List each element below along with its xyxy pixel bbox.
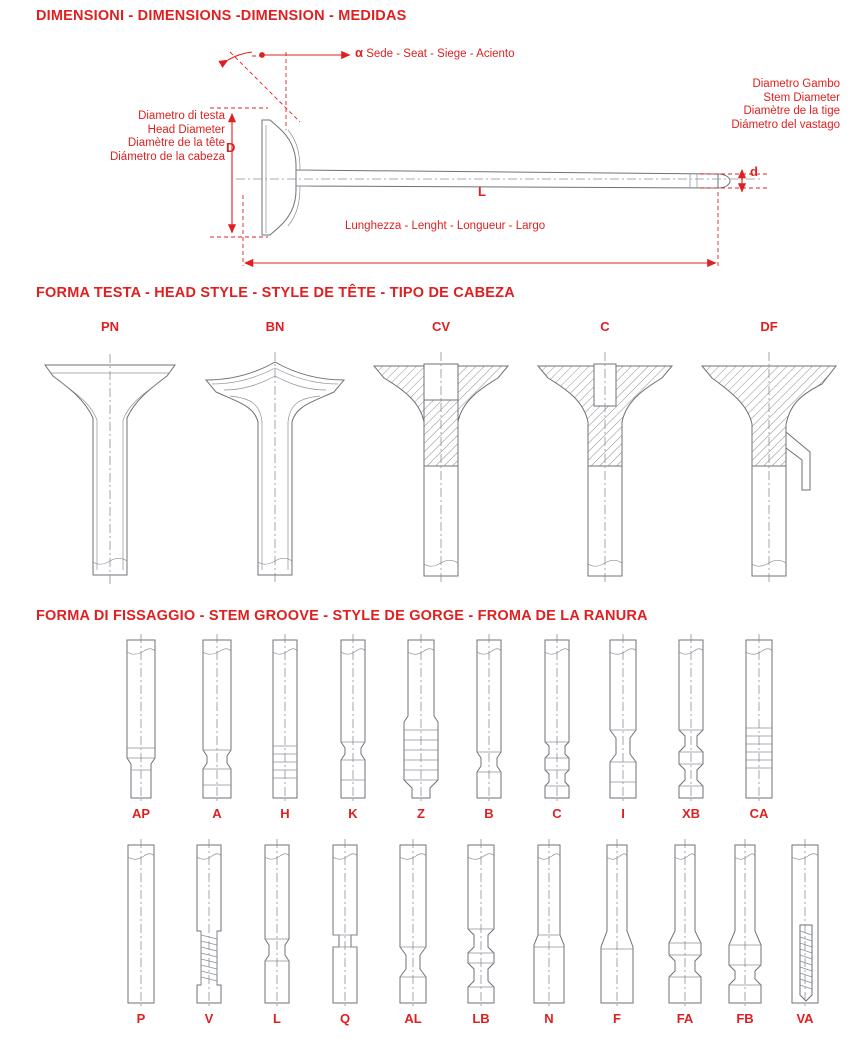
head-style-label-cv: CV [431, 319, 451, 334]
groove-label-ap: AP [131, 806, 151, 821]
groove-label-c: C [552, 806, 562, 821]
groove-label-a: A [212, 806, 222, 821]
groove-figure-p [102, 835, 180, 1010]
groove-label-xb: XB [681, 806, 701, 821]
groove-label-ca: CA [749, 806, 769, 821]
groove-figure-f [578, 835, 656, 1010]
groove-label-l: L [273, 1011, 281, 1026]
groove-figure-v [170, 835, 248, 1010]
groove-label-h: H [280, 806, 290, 821]
label-seat-text: Sede - Seat - Siege - Aciento [366, 48, 515, 60]
groove-figure-va [766, 835, 844, 1010]
label-head-diameter-en: Head Diameter [147, 123, 225, 136]
groove-figure-i [584, 630, 662, 805]
head-style-label-pn: PN [100, 319, 120, 334]
groove-figure-a [178, 630, 256, 805]
groove-label-al: AL [404, 1011, 422, 1026]
groove-figure-al [374, 835, 452, 1010]
head-style-figure-df [694, 340, 844, 590]
section-title-head-style: FORMA TESTA - HEAD STYLE - STYLE DE TÊTE - TIPO DE CABEZA [36, 285, 515, 301]
label-stem-diameter [640, 78, 840, 132]
label-seat-symbol: α [355, 45, 363, 60]
label-D: D [226, 140, 236, 155]
valve-outline [262, 120, 730, 235]
head-style-diagram [0, 305, 860, 600]
groove-label-f: F [613, 1011, 621, 1026]
head-style-label-bn: BN [265, 319, 285, 334]
groove-figure-k [314, 630, 392, 805]
label-seat [355, 46, 515, 62]
groove-label-b: B [484, 806, 494, 821]
label-stem-diameter-es: Diámetro del vastago [731, 118, 840, 131]
groove-figure-xb [652, 630, 730, 805]
groove-label-lb: LB [472, 1011, 490, 1026]
label-head-diameter-fr: Diamètre de la tête [127, 137, 225, 149]
dimensions-diagram [0, 30, 860, 275]
label-stem-diameter-en: Stem Diameter [763, 91, 840, 104]
label-head-diameter [60, 110, 225, 164]
groove-figure-l [238, 835, 316, 1010]
groove-label-i: I [621, 806, 625, 821]
groove-figure-ca [720, 630, 798, 805]
label-d: d [750, 164, 758, 179]
groove-figure-n [510, 835, 588, 1010]
head-style-figure-c [530, 340, 680, 590]
groove-label-z: Z [417, 806, 425, 821]
groove-figure-b [450, 630, 528, 805]
groove-figure-z [382, 630, 460, 805]
groove-label-p: P [136, 1011, 146, 1026]
groove-figure-lb [442, 835, 520, 1010]
stem-groove-diagram [0, 630, 860, 1050]
label-stem-diameter-it: Diametro Gambo [752, 78, 840, 90]
groove-figure-ap [102, 630, 180, 805]
head-style-label-c: C [600, 319, 610, 334]
head-style-figure-pn [35, 340, 185, 590]
groove-label-n: N [544, 1011, 554, 1026]
label-L: L [478, 184, 486, 199]
groove-label-q: Q [339, 1011, 351, 1026]
groove-label-k: K [348, 806, 358, 821]
section-title-stem-groove: FORMA DI FISSAGGIO - STEM GROOVE - STYLE DE GORGE - FROMA DE LA RANURA [36, 608, 648, 624]
section-title-dimensions: DIMENSIONI - DIMENSIONS -DIMENSION - MEDIDAS [36, 8, 407, 24]
head-style-label-df: DF [760, 319, 778, 334]
label-stem-diameter-fr: Diamètre de la tige [743, 105, 840, 117]
label-head-diameter-it: Diametro di testa [138, 110, 225, 122]
groove-figure-q [306, 835, 384, 1010]
groove-label-fa: FA [676, 1011, 694, 1026]
groove-label-v: V [204, 1011, 214, 1026]
groove-label-fb: FB [736, 1011, 754, 1026]
head-style-figure-bn [200, 340, 350, 590]
head-style-figure-cv [366, 340, 516, 590]
groove-label-va: VA [796, 1011, 814, 1026]
label-head-diameter-es: Diámetro de la cabeza [109, 150, 225, 163]
groove-figure-h [246, 630, 324, 805]
label-length: Lunghezza - Lenght - Longueur - Largo [345, 220, 546, 232]
